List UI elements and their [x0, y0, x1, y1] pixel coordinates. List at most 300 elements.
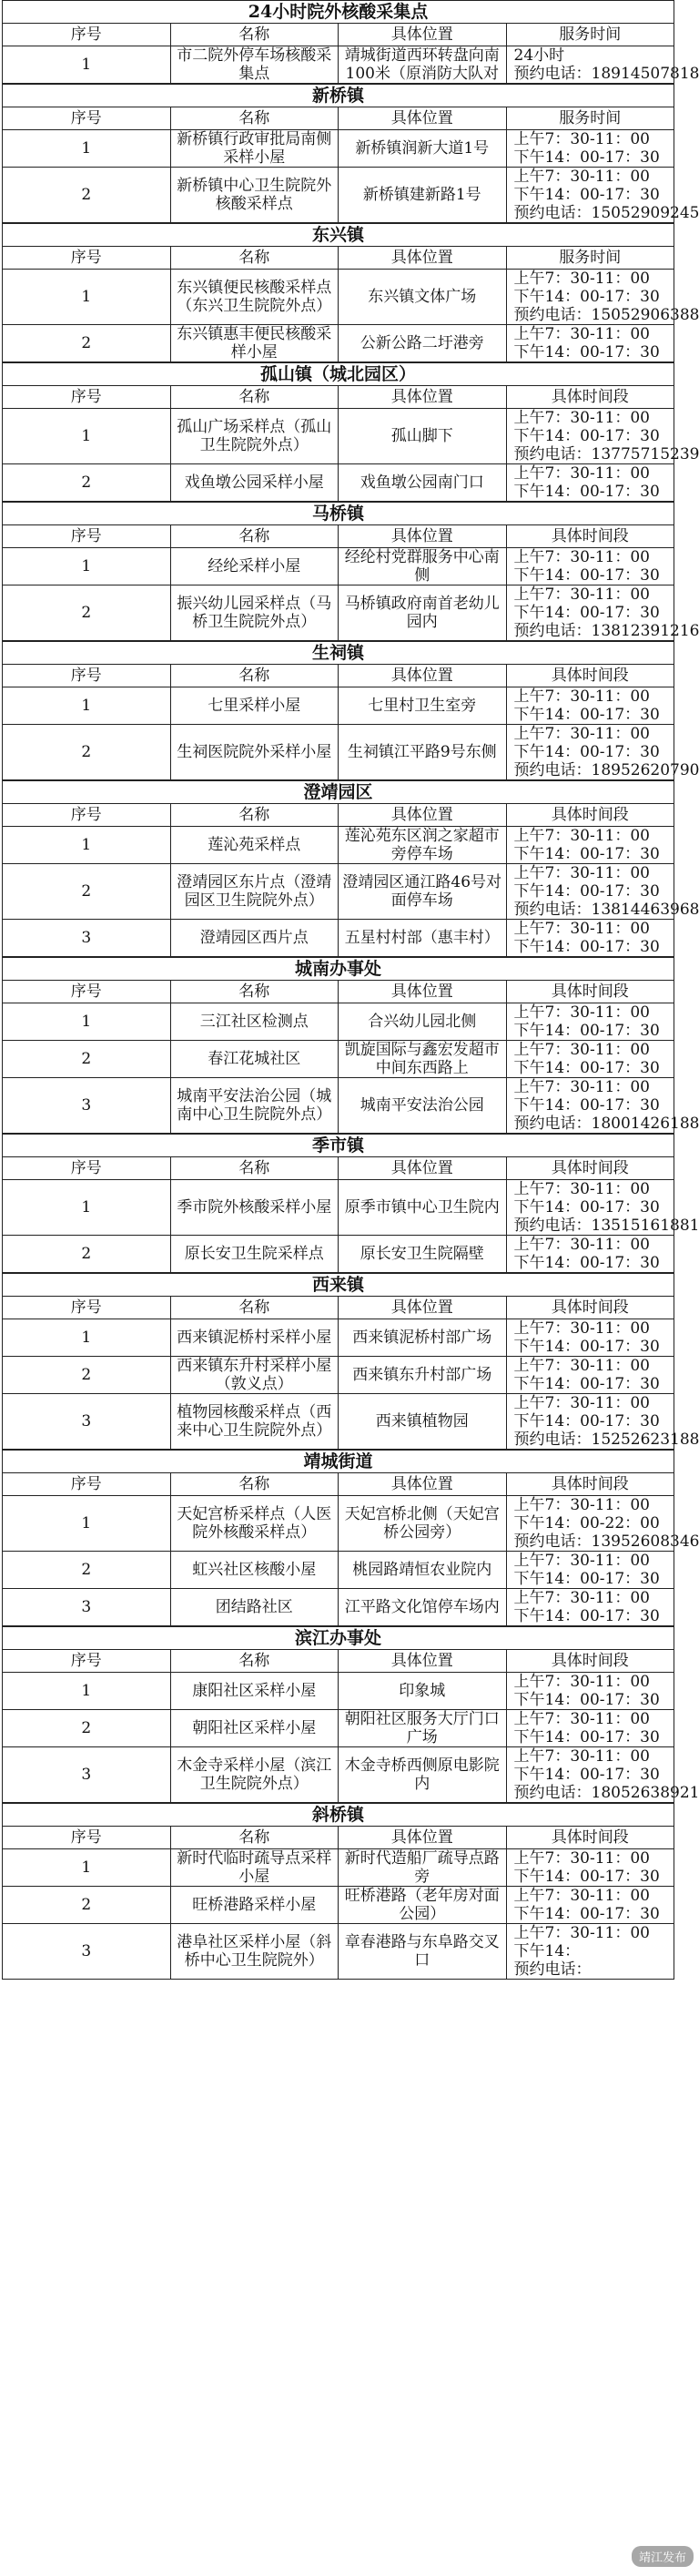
site-location: 木金寺桥西侧原电影院内	[339, 1747, 507, 1803]
site-service-time	[506, 920, 674, 957]
site-number: 2	[3, 1887, 171, 1924]
site-service-time	[506, 270, 699, 325]
col-header-time: 具体时间段	[506, 804, 674, 827]
column-header-row	[3, 386, 674, 409]
time-line: 预约电话：18052638921	[513, 1784, 699, 1802]
site-location: 天妃宫桥北侧（天妃宫桥公园旁）	[339, 1496, 507, 1552]
site-location: 靖城街道西环转盘向南100米（原消防大队对	[339, 46, 507, 84]
site-name: 港阜社区采样小屋（斜桥中心卫生院院外）	[170, 1924, 339, 1980]
site-name: 康阳社区采样小屋	[170, 1673, 339, 1710]
section-title: 孤山镇（城北园区）	[3, 363, 674, 386]
site-number: 3	[3, 1747, 171, 1803]
time-line: 上午7：30-11：00	[513, 1180, 650, 1198]
col-header-name: 名称	[170, 1473, 339, 1496]
col-header-name: 名称	[170, 386, 339, 409]
section-title: 靖城街道	[3, 1451, 674, 1473]
site-location: 合兴幼儿园北侧	[339, 1003, 507, 1041]
time-line: 上午7：30-11：00	[513, 325, 650, 343]
time-line: 上午7：30-11：00	[513, 1673, 650, 1691]
time-line: 下午14：00-17：30	[513, 706, 660, 724]
section-title-row	[3, 1451, 674, 1473]
time-line: 下午14：00-17：30	[513, 1412, 660, 1431]
col-header-time: 具体时间段	[506, 525, 674, 548]
time-line: 上午7：30-11：00	[513, 1887, 650, 1905]
col-header-location: 具体位置	[339, 525, 507, 548]
site-number: 1	[3, 1496, 171, 1552]
site-location: 西来镇泥桥村部广场	[339, 1319, 507, 1357]
site-number: 1	[3, 1319, 171, 1357]
col-header-time: 具体时间段	[506, 1297, 674, 1319]
site-number: 1	[3, 1849, 171, 1887]
site-name: 城南平安法治公园（城南中心卫生院院外点）	[170, 1078, 339, 1134]
section-table	[2, 502, 699, 641]
table-row	[3, 1747, 674, 1803]
site-number: 1	[3, 46, 171, 84]
time-line: 下午14：00-17：30	[513, 1905, 660, 1923]
col-header-no: 序号	[3, 665, 171, 687]
site-location: 城南平安法治公园	[339, 1078, 507, 1134]
col-header-name: 名称	[170, 804, 339, 827]
time-line: 下午14：00-17：30	[513, 1096, 660, 1115]
site-name: 季市院外核酸采样小屋	[170, 1180, 339, 1236]
site-location: 原长安卫生院隔壁	[339, 1236, 507, 1273]
section-table	[2, 1450, 699, 1626]
site-name: 生祠医院院外采样小屋	[170, 725, 339, 780]
time-line: 预约电话：	[513, 1960, 592, 1979]
time-line: 下午14：00-17：30	[513, 1607, 660, 1625]
site-location: 西来镇植物园	[339, 1394, 507, 1450]
site-number: 2	[3, 325, 171, 362]
col-header-name: 名称	[170, 1827, 339, 1849]
site-name: 虹兴社区核酸小屋	[170, 1552, 339, 1589]
column-header-row	[3, 525, 674, 548]
col-header-no: 序号	[3, 525, 171, 548]
col-header-no: 序号	[3, 247, 171, 270]
time-line: 上午7：30-11：00	[513, 1078, 650, 1096]
col-header-name: 名称	[170, 525, 339, 548]
time-line: 上午7：30-11：00	[513, 827, 650, 845]
time-line: 上午7：30-11：00	[513, 130, 650, 148]
column-header-row	[3, 804, 674, 827]
site-name: 东兴镇惠丰便民核酸采样小屋	[170, 325, 339, 362]
column-header-row	[3, 107, 674, 130]
time-line: 上午7：30-11：00	[513, 168, 650, 186]
time-line: 下午14：00-17：30	[513, 343, 660, 361]
time-line: 上午7：30-11：00	[513, 1319, 650, 1338]
col-header-no: 序号	[3, 1827, 171, 1849]
table-row	[3, 1924, 674, 1980]
time-line: 上午7：30-11：00	[513, 1710, 650, 1728]
site-number: 1	[3, 1673, 171, 1710]
site-location: 桃园路靖恒农业院内	[339, 1552, 507, 1589]
time-line: 预约电话：13775715239	[513, 445, 699, 463]
site-name: 新桥镇行政审批局南侧采样小屋	[170, 130, 339, 168]
time-line: 下午14：00-22：00	[513, 1514, 660, 1532]
site-service-time	[506, 1747, 699, 1803]
site-location: 澄靖园区通江路46号对面停车场	[339, 864, 507, 920]
col-header-no: 序号	[3, 1650, 171, 1673]
time-line: 下午14：00-17：30	[513, 1570, 660, 1588]
site-number: 1	[3, 270, 171, 325]
time-line: 24小时	[513, 46, 565, 65]
table-row	[3, 864, 674, 920]
site-service-time	[506, 1319, 674, 1357]
col-header-location: 具体位置	[339, 107, 507, 130]
section-title-row	[3, 1627, 674, 1650]
section-title: 澄靖园区	[3, 781, 674, 804]
column-header-row	[3, 24, 674, 46]
table-row	[3, 1041, 674, 1078]
time-line: 下午14：00-17：30	[513, 1338, 660, 1356]
time-line: 下午14：00-17：30	[513, 845, 660, 863]
site-name: 团结路社区	[170, 1589, 339, 1626]
site-name: 市二院外停车场核酸采集点	[170, 46, 339, 84]
time-line: 预约电话：13812391216	[513, 622, 699, 640]
section-table	[2, 957, 699, 1134]
site-name: 旺桥港路采样小屋	[170, 1887, 339, 1924]
section-title: 东兴镇	[3, 224, 674, 247]
site-service-time	[506, 1552, 674, 1589]
time-line: 上午7：30-11：00	[513, 1496, 650, 1514]
site-number: 2	[3, 1710, 171, 1747]
section-title-row	[3, 958, 674, 981]
table-row	[3, 409, 674, 464]
section-table	[2, 1803, 674, 1980]
site-name: 新桥镇中心卫生院院外核酸采样点	[170, 168, 339, 223]
site-name: 春江花城社区	[170, 1041, 339, 1078]
site-number: 1	[3, 409, 171, 464]
site-number: 1	[3, 1180, 171, 1236]
section-title: 新桥镇	[3, 85, 674, 107]
site-service-time	[506, 1394, 699, 1450]
site-location: 东兴镇文体广场	[339, 270, 507, 325]
section-title-row	[3, 1804, 674, 1827]
site-location: 江平路文化馆停车场内	[339, 1589, 507, 1626]
site-name: 东兴镇便民核酸采样点（东兴卫生院院外点）	[170, 270, 339, 325]
time-line: 上午7：30-11：00	[513, 1552, 650, 1570]
column-header-row	[3, 665, 674, 687]
time-line: 下午14：00-17：30	[513, 1375, 660, 1393]
col-header-no: 序号	[3, 24, 171, 46]
table-row	[3, 46, 674, 84]
time-line: 预约电话：13952608346	[513, 1532, 699, 1551]
site-service-time	[506, 1041, 674, 1078]
time-line: 上午7：30-11：00	[513, 548, 650, 566]
site-location: 经纶村党群服务中心南侧	[339, 548, 507, 585]
table-row	[3, 1319, 674, 1357]
column-header-row	[3, 1650, 674, 1673]
site-service-time	[506, 687, 674, 725]
site-location: 七里村卫生室旁	[339, 687, 507, 725]
time-line: 上午7：30-11：00	[513, 1849, 650, 1868]
section-table	[2, 84, 699, 223]
section-table	[2, 1273, 699, 1450]
site-service-time	[506, 1849, 674, 1887]
col-header-name: 名称	[170, 1297, 339, 1319]
site-location: 朝阳社区服务大厅门口广场	[339, 1710, 507, 1747]
column-header-row	[3, 1297, 674, 1319]
site-name: 木金寺采样小屋（滨江卫生院院外点）	[170, 1747, 339, 1803]
time-line: 上午7：30-11：00	[513, 1041, 650, 1059]
col-header-location: 具体位置	[339, 1827, 507, 1849]
col-header-time: 具体时间段	[506, 1157, 674, 1180]
site-location: 原季市镇中心卫生院内	[339, 1180, 507, 1236]
site-location: 马桥镇政府南首老幼儿园内	[339, 585, 507, 641]
table-row	[3, 325, 674, 362]
time-line: 预约电话：18952620790	[513, 761, 699, 779]
table-row	[3, 827, 674, 864]
time-line: 下午14：00-17：30	[513, 483, 660, 501]
site-service-time	[506, 1357, 674, 1394]
site-name: 朝阳社区采样小屋	[170, 1710, 339, 1747]
column-header-row	[3, 1473, 674, 1496]
table-row	[3, 1003, 674, 1041]
col-header-location: 具体位置	[339, 665, 507, 687]
site-service-time	[506, 1003, 674, 1041]
time-line: 下午14：	[513, 1942, 581, 1960]
table-row	[3, 1589, 674, 1626]
time-line: 预约电话：15052909245	[513, 204, 699, 222]
site-name: 莲沁苑采样点	[170, 827, 339, 864]
site-service-time	[506, 864, 699, 920]
site-number: 3	[3, 1078, 171, 1134]
site-service-time	[506, 464, 674, 502]
section-title: 马桥镇	[3, 503, 674, 525]
time-line: 上午7：30-11：00	[513, 1003, 650, 1022]
time-line: 上午7：30-11：00	[513, 270, 650, 288]
site-name: 原长安卫生院采样点	[170, 1236, 339, 1273]
time-line: 上午7：30-11：00	[513, 1357, 650, 1375]
site-service-time	[506, 1180, 699, 1236]
site-service-time	[506, 409, 699, 464]
time-line: 下午14：00-17：30	[513, 604, 660, 622]
site-location: 新桥镇润新大道1号	[339, 130, 507, 168]
col-header-no: 序号	[3, 1473, 171, 1496]
site-service-time	[506, 1887, 674, 1924]
site-name: 新时代临时疏导点采样小屋	[170, 1849, 339, 1887]
col-header-name: 名称	[170, 247, 339, 270]
section-table	[2, 0, 699, 84]
site-number: 1	[3, 687, 171, 725]
time-line: 下午14：00-17：30	[513, 427, 660, 445]
section-table	[2, 1626, 699, 1803]
site-number: 1	[3, 130, 171, 168]
table-row	[3, 585, 674, 641]
section-table	[2, 641, 699, 780]
table-row	[3, 1394, 674, 1450]
site-number: 3	[3, 920, 171, 957]
table-row	[3, 725, 674, 780]
site-service-time	[506, 1496, 699, 1552]
col-header-location: 具体位置	[339, 1650, 507, 1673]
time-line: 预约电话：15052906388	[513, 306, 699, 324]
time-line: 下午14：00-17：30	[513, 1728, 660, 1746]
col-header-location: 具体位置	[339, 386, 507, 409]
time-line: 上午7：30-11：00	[513, 585, 650, 604]
col-header-name: 名称	[170, 107, 339, 130]
time-line: 下午14：00-17：30	[513, 566, 660, 585]
site-service-time	[506, 1078, 699, 1134]
section-title: 城南办事处	[3, 958, 674, 981]
col-header-no: 序号	[3, 386, 171, 409]
time-line: 预约电话：13515161881	[513, 1217, 699, 1235]
time-line: 预约电话：13814463968	[513, 901, 699, 919]
table-row	[3, 270, 674, 325]
site-service-time	[506, 1589, 674, 1626]
site-location: 印象城	[339, 1673, 507, 1710]
site-service-time	[506, 1924, 674, 1980]
table-row	[3, 1552, 674, 1589]
section-title-row	[3, 1135, 674, 1157]
site-service-time	[506, 585, 699, 641]
site-location: 西来镇东升村部广场	[339, 1357, 507, 1394]
site-service-time	[506, 548, 674, 585]
section-title: 斜桥镇	[3, 1804, 674, 1827]
column-header-row	[3, 1157, 674, 1180]
section-title: 西来镇	[3, 1274, 674, 1297]
site-name: 澄靖园区西片点	[170, 920, 339, 957]
col-header-time: 具体时间段	[506, 665, 674, 687]
site-service-time	[506, 1710, 674, 1747]
site-number: 1	[3, 1003, 171, 1041]
time-line: 上午7：30-11：00	[513, 409, 650, 427]
table-row	[3, 920, 674, 957]
section-table	[2, 223, 699, 362]
col-header-time: 具体时间段	[506, 981, 674, 1003]
time-line: 下午14：00-17：30	[513, 186, 660, 204]
site-location: 旺桥港路（老年房对面公园）	[339, 1887, 507, 1924]
col-header-location: 具体位置	[339, 1157, 507, 1180]
time-line: 上午7：30-11：00	[513, 725, 650, 743]
site-service-time	[506, 1673, 674, 1710]
site-name: 西来镇东升村采样小屋（敦义点）	[170, 1357, 339, 1394]
site-location: 公新公路二圩港旁	[339, 325, 507, 362]
section-title: 滨江办事处	[3, 1627, 674, 1650]
site-location: 新桥镇建新路1号	[339, 168, 507, 223]
time-line: 预约电话：15252623188	[513, 1431, 699, 1449]
nucleic-acid-sampling-sites-document	[2, 0, 699, 1980]
time-line: 上午7：30-11：00	[513, 864, 650, 882]
site-number: 2	[3, 464, 171, 502]
table-row	[3, 1849, 674, 1887]
time-line: 预约电话：18914507818	[513, 65, 699, 83]
site-name: 植物园核酸采样点（西来中心卫生院院外点）	[170, 1394, 339, 1450]
section-table	[2, 362, 699, 502]
column-header-row	[3, 1827, 674, 1849]
col-header-location: 具体位置	[339, 804, 507, 827]
col-header-name: 名称	[170, 1650, 339, 1673]
col-header-time: 服务时间	[506, 24, 674, 46]
col-header-location: 具体位置	[339, 1297, 507, 1319]
site-service-time	[506, 168, 699, 223]
col-header-name: 名称	[170, 1157, 339, 1180]
col-header-no: 序号	[3, 804, 171, 827]
site-name: 经纶采样小屋	[170, 548, 339, 585]
site-number: 2	[3, 168, 171, 223]
col-header-time: 具体时间段	[506, 1827, 674, 1849]
time-line: 上午7：30-11：00	[513, 1236, 650, 1254]
table-row	[3, 1710, 674, 1747]
table-row	[3, 687, 674, 725]
time-line: 下午14：00-17：30	[513, 1022, 660, 1040]
section-table	[2, 1134, 699, 1273]
site-number: 2	[3, 725, 171, 780]
col-header-no: 序号	[3, 981, 171, 1003]
site-number: 2	[3, 1236, 171, 1273]
col-header-time: 具体时间段	[506, 1473, 674, 1496]
column-header-row	[3, 981, 674, 1003]
col-header-time: 具体时间段	[506, 386, 674, 409]
col-header-no: 序号	[3, 1297, 171, 1319]
site-number: 2	[3, 1357, 171, 1394]
site-service-time	[506, 130, 674, 168]
table-row	[3, 1180, 674, 1236]
site-service-time	[506, 46, 699, 84]
time-line: 下午14：00-17：30	[513, 1766, 660, 1784]
col-header-time: 服务时间	[506, 247, 674, 270]
col-header-name: 名称	[170, 981, 339, 1003]
time-line: 下午14：00-17：30	[513, 288, 660, 306]
time-line: 下午14：00-17：30	[513, 938, 660, 956]
site-number: 2	[3, 864, 171, 920]
section-title-row	[3, 1, 674, 24]
site-name: 七里采样小屋	[170, 687, 339, 725]
col-header-location: 具体位置	[339, 24, 507, 46]
table-row	[3, 168, 674, 223]
time-line: 预约电话：18001426188	[513, 1115, 699, 1133]
site-service-time	[506, 1236, 674, 1273]
time-line: 上午7：30-11：00	[513, 1747, 650, 1766]
table-row	[3, 548, 674, 585]
site-location: 新时代造船厂疏导点路旁	[339, 1849, 507, 1887]
table-row	[3, 1357, 674, 1394]
site-location: 章春港路与东阜路交叉口	[339, 1924, 507, 1980]
time-line: 下午14：00-17：30	[513, 148, 660, 167]
col-header-no: 序号	[3, 107, 171, 130]
section-title-row	[3, 1274, 674, 1297]
site-service-time	[506, 827, 674, 864]
watermark: 靖江发布	[632, 2546, 694, 2567]
site-number: 3	[3, 1589, 171, 1626]
col-header-name: 名称	[170, 665, 339, 687]
section-title-row	[3, 781, 674, 804]
time-line: 下午14：00-17：30	[513, 1868, 660, 1886]
time-line: 上午7：30-11：00	[513, 1924, 650, 1942]
site-name: 澄靖园区东片点（澄靖园区卫生院院外点）	[170, 864, 339, 920]
time-line: 上午7：30-11：00	[513, 920, 650, 938]
time-line: 上午7：30-11：00	[513, 687, 650, 706]
site-location: 莲沁苑东区润之家超市旁停车场	[339, 827, 507, 864]
site-location: 生祠镇江平路9号东侧	[339, 725, 507, 780]
section-title: 24小时院外核酸采集点	[3, 1, 674, 24]
section-title-row	[3, 503, 674, 525]
column-header-row	[3, 247, 674, 270]
col-header-location: 具体位置	[339, 1473, 507, 1496]
site-number: 3	[3, 1924, 171, 1980]
site-name: 孤山广场采样点（孤山卫生院院外点）	[170, 409, 339, 464]
col-header-time: 服务时间	[506, 107, 674, 130]
site-number: 3	[3, 1394, 171, 1450]
site-name: 西来镇泥桥村采样小屋	[170, 1319, 339, 1357]
site-number: 2	[3, 1041, 171, 1078]
time-line: 下午14：00-17：30	[513, 1691, 660, 1709]
time-line: 下午14：00-17：30	[513, 1059, 660, 1077]
site-location: 凯旋国际与鑫宏发超市中间东西路上	[339, 1041, 507, 1078]
site-name: 天妃宫桥采样点（人医院外核酸采样点）	[170, 1496, 339, 1552]
time-line: 下午14：00-17：30	[513, 1198, 660, 1217]
col-header-location: 具体位置	[339, 981, 507, 1003]
section-title: 生祠镇	[3, 642, 674, 665]
